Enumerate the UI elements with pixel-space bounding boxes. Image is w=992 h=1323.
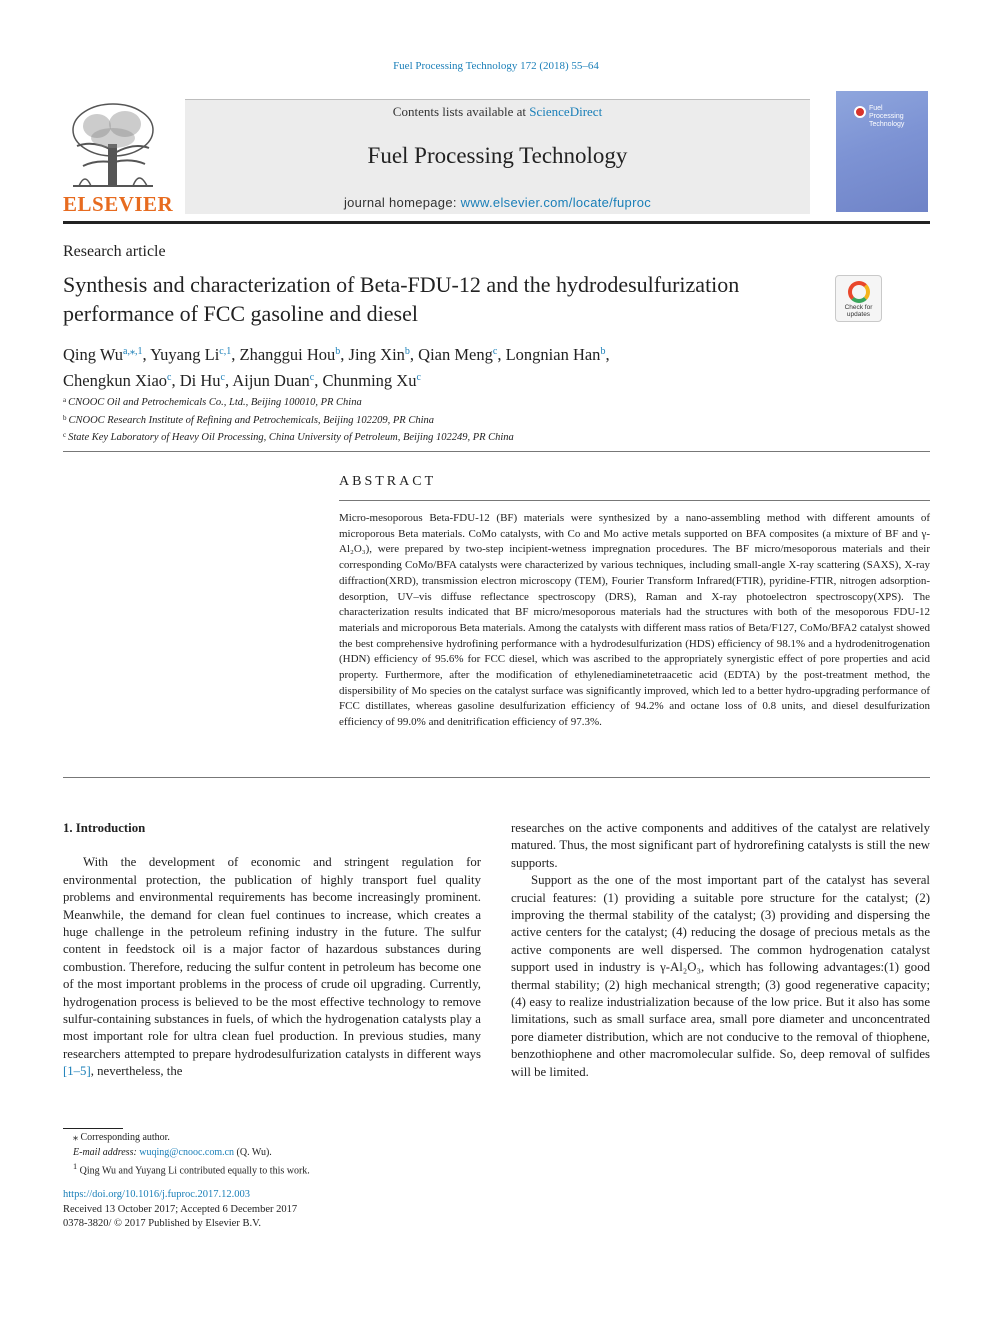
footnote-mark: 1	[73, 1162, 78, 1171]
footnote-email	[63, 1146, 483, 1161]
intro-paragraph-2: Support as the one of the most important part of the catalyst has several crucial features: (1) providing a suitable pore structure for the catalyst; (2) improving the thermal stability of the catalyst; (3) providing and dispersing the active centers for the catalyst; (4) reducing the dosage of precious metals as the active components are well dispersed. The common hydrogenation catalyst support used in industry is γ-Al₂O₃, which has following advantages:(1) good thermal stability; (2) high mechanical strength; (3) good regenerative capacity; (4) easy to realize industrialization because of the low price. But it also has some limitations, such as small surface area, small pore diameter and unconcentrated pore diameter distribution, which are not conducive to the removal of thiophene, benzothiophene and other macromolecular sulfide. So, deep removal of sulfides will be limited.	[511, 873, 930, 1079]
footnote-corresponding	[63, 1131, 483, 1146]
author-name[interactable]: Longnian Han	[505, 345, 601, 364]
email-label: E-mail address:	[73, 1146, 137, 1158]
author-affiliation-marks[interactable]: b	[335, 346, 341, 357]
publication-info	[63, 1188, 483, 1232]
intro-paragraph-1	[63, 854, 481, 1080]
journal-cover-thumbnail[interactable]	[836, 91, 928, 212]
intro-text-tail: , nevertheless, the	[90, 1064, 183, 1079]
author-affiliation-marks[interactable]: b	[404, 346, 410, 357]
author-name[interactable]: Aijun Duan	[232, 371, 310, 390]
abstract-heading: ABSTRACT	[339, 474, 437, 489]
author-affiliation-marks[interactable]: a,⁎,1	[123, 346, 143, 357]
article-title: Synthesis and characterization of Beta-FDU-12 and the hydrodesulfurization performance of FCC gasoline and diesel	[63, 272, 740, 326]
author-affiliation-marks[interactable]: c,1	[219, 346, 232, 357]
article-type: Research article	[63, 243, 166, 260]
author-separator: ,	[142, 345, 151, 364]
intro-paragraph-continued: researches on the active components and additives of the catalyst are relatively matured. Thus, the most significant part of hydrorefining catalysts is still the new supports.	[511, 821, 930, 870]
footnote-rule	[63, 1128, 123, 1129]
affiliation-mark: b	[63, 413, 67, 422]
affiliation-mark: a	[63, 396, 67, 404]
copyright-line: 0378-3820/ © 2017 Published by Elsevier B.V.	[63, 1218, 261, 1230]
footnote-text: Qing Wu and Yuyang Li contributed equally to this work.	[79, 1165, 310, 1177]
author-name[interactable]: Zhanggui Hou	[239, 345, 336, 364]
email-link[interactable]: wuqing@cnooc.com.cn	[139, 1146, 235, 1158]
check-updates-label: Check for updates	[844, 304, 873, 318]
author-name[interactable]: Jing Xin	[348, 345, 405, 364]
footnote-mark: ⁎	[73, 1132, 78, 1143]
cover-emblem-icon	[854, 106, 866, 118]
affiliation-item	[63, 411, 883, 429]
author-affiliation-marks[interactable]: c	[167, 372, 172, 383]
author-affiliation-marks[interactable]: c	[220, 372, 225, 383]
body-column-left	[63, 820, 481, 1081]
author-affiliation-marks[interactable]: b	[600, 346, 606, 357]
homepage-line	[185, 195, 810, 210]
affiliation-list	[63, 393, 883, 446]
author-name[interactable]: Qing Wu	[63, 345, 123, 364]
reference-link[interactable]: [1–5]	[63, 1064, 91, 1079]
affiliation-text: State Key Laboratory of Heavy Oil Processing, China University of Petroleum, Beijing 102249, PR China	[68, 432, 514, 443]
author-name[interactable]: Chengkun Xiao	[63, 371, 168, 390]
author-separator: ,	[224, 371, 233, 390]
author-separator: ,	[171, 371, 180, 390]
abstract-text: Micro-mesoporous Beta-FDU-12 (BF) materials were synthesized by a nano-assembling method with different amounts of microporous Beta materials. CoMo catalysts, with Co and Mo active metals supported on BFA composites (a mixture of BF and γ-Al₂O₃), were prepared by two-step incipient-wetness impregnation procedures. The BF micro/mesoporous materials and their corresponding CoMo/BFA catalysts were characterized by various techniques, including small-angle X-ray scattering (SAXS), X-ray diffraction(XRD), transmission electron microscopy (TEM), Fourier Transform Infrared(FTIR), pyridine-FTIR, nitrogen adsorption-desorption, UV–vis diffuse reflectance spectroscopy (DRS), Raman and X-ray photoelectron spectroscopy(XPS). The characterization results indicated that BF micro/mesoporous materials had the structures with both of the mesoporous FDU-12 materials and microporous Beta materials. Among the catalysts with different mass ratios of Beta/F127, CoMo/BFA2 catalyst showed the best comprehensive hydrofining performance with a hydrodesulfurization (HDS) efficiency of 98.1% and a hydrodenitrogenation (HDN) efficiency of 95.6% for FCC diesel, which was ascribed to the appropriately synergistic effect of pore properties and acid property. Furthermore, after the modification of ethylenediaminetetraacetic acid (EDTA) by the post-treatment method, the dispersibility of Mo species on the catalyst surface was significantly improved, which led to a better hydro-upgrading performance of FCC distillates, whereas gasoline desulfurization efficiency of 94.2% and octane loss of 0.8 units, and diesel desulfurization efficiency of 99.0% and denitrification efficiency of 97.3%.	[339, 512, 930, 729]
affiliation-text: CNOOC Oil and Petrochemicals Co., Ltd., Beijing 100010, PR China	[68, 397, 362, 408]
header-rule	[63, 221, 930, 224]
author-separator: ,	[409, 345, 419, 364]
doi-link[interactable]: https://doi.org/10.1016/j.fuproc.2017.12.003	[63, 1189, 251, 1200]
author-affiliation-marks[interactable]: c	[416, 372, 421, 383]
publisher-name: ELSEVIER	[63, 192, 174, 216]
check-for-updates-button[interactable]	[835, 275, 882, 322]
homepage-prefix: journal homepage:	[343, 195, 461, 210]
author-separator: ,	[497, 345, 506, 364]
author-name[interactable]: Yuyang Li	[150, 345, 220, 364]
author-list	[63, 340, 883, 392]
author-affiliation-marks[interactable]: c	[309, 372, 315, 383]
footnote-text: Corresponding author.	[80, 1132, 170, 1143]
check-updates-icon	[848, 281, 870, 303]
footnotes	[63, 1131, 483, 1179]
journal-citation[interactable]: Fuel Processing Technology 172 (2018) 55–64	[393, 60, 599, 72]
affiliation-mark: c	[63, 431, 67, 439]
author-separator: ,	[340, 345, 349, 364]
email-suffix: (Q. Wu).	[234, 1146, 272, 1158]
affiliation-text: CNOOC Research Institute of Refining and Petrochemicals, Beijing 102209, PR China	[68, 414, 435, 426]
sciencedirect-link[interactable]: ScienceDirect	[529, 104, 603, 119]
affiliation-item	[63, 428, 883, 446]
section-heading-introduction: 1. Introduction	[63, 821, 146, 835]
intro-text: With the development of economic and stringent regulation for environmental protection, the publication of highly transport fuel quality problems and environmental requirements has become increasingly prominent. Meanwhile, the demand for clean fuel continues to increase, which creates a huge challenge in the petroleum refining industry in the future. The sulfur content in feedstock oil is a major factor of hazardous substances during combustion. Therefore, reducing the sulfur content in petroleum has become one of the most important problems in the process of crude oil upgrading. Currently, hydrogenation process is believed to be the most effective technology to remove sulfur-containing substances in fuels, of which the hydrogenation catalysts play a most important role for ultra clean fuel production. In previous studies, many researchers attempted to prepare hydrodesulfurization catalysts in different ways	[63, 855, 481, 1061]
journal-masthead	[185, 99, 810, 214]
footnote-equal-contribution	[63, 1160, 483, 1179]
affiliation-item	[63, 393, 883, 411]
cover-title: Fuel Processing Technology	[869, 105, 905, 128]
body-column-right	[511, 820, 930, 1081]
author-name[interactable]: Di Hu	[179, 371, 221, 390]
abstract-bottom-rule	[63, 777, 930, 778]
affiliation-rule	[63, 451, 930, 452]
author-separator: ,	[231, 345, 240, 364]
author-name[interactable]: Chunming Xu	[322, 371, 417, 390]
homepage-link[interactable]: www.elsevier.com/locate/fuproc	[460, 195, 652, 210]
received-dates: Received 13 October 2017; Accepted 6 December 2017	[63, 1203, 298, 1215]
contents-prefix: Contents lists available at	[392, 104, 530, 119]
abstract-rule	[339, 500, 930, 501]
author-separator: ,	[605, 345, 610, 364]
author-affiliation-marks[interactable]: c	[492, 346, 498, 357]
author-separator: ,	[314, 371, 323, 390]
journal-title: Fuel Processing Technology	[367, 143, 628, 168]
author-name[interactable]: Qian Meng	[418, 345, 493, 364]
contents-line	[185, 104, 810, 120]
